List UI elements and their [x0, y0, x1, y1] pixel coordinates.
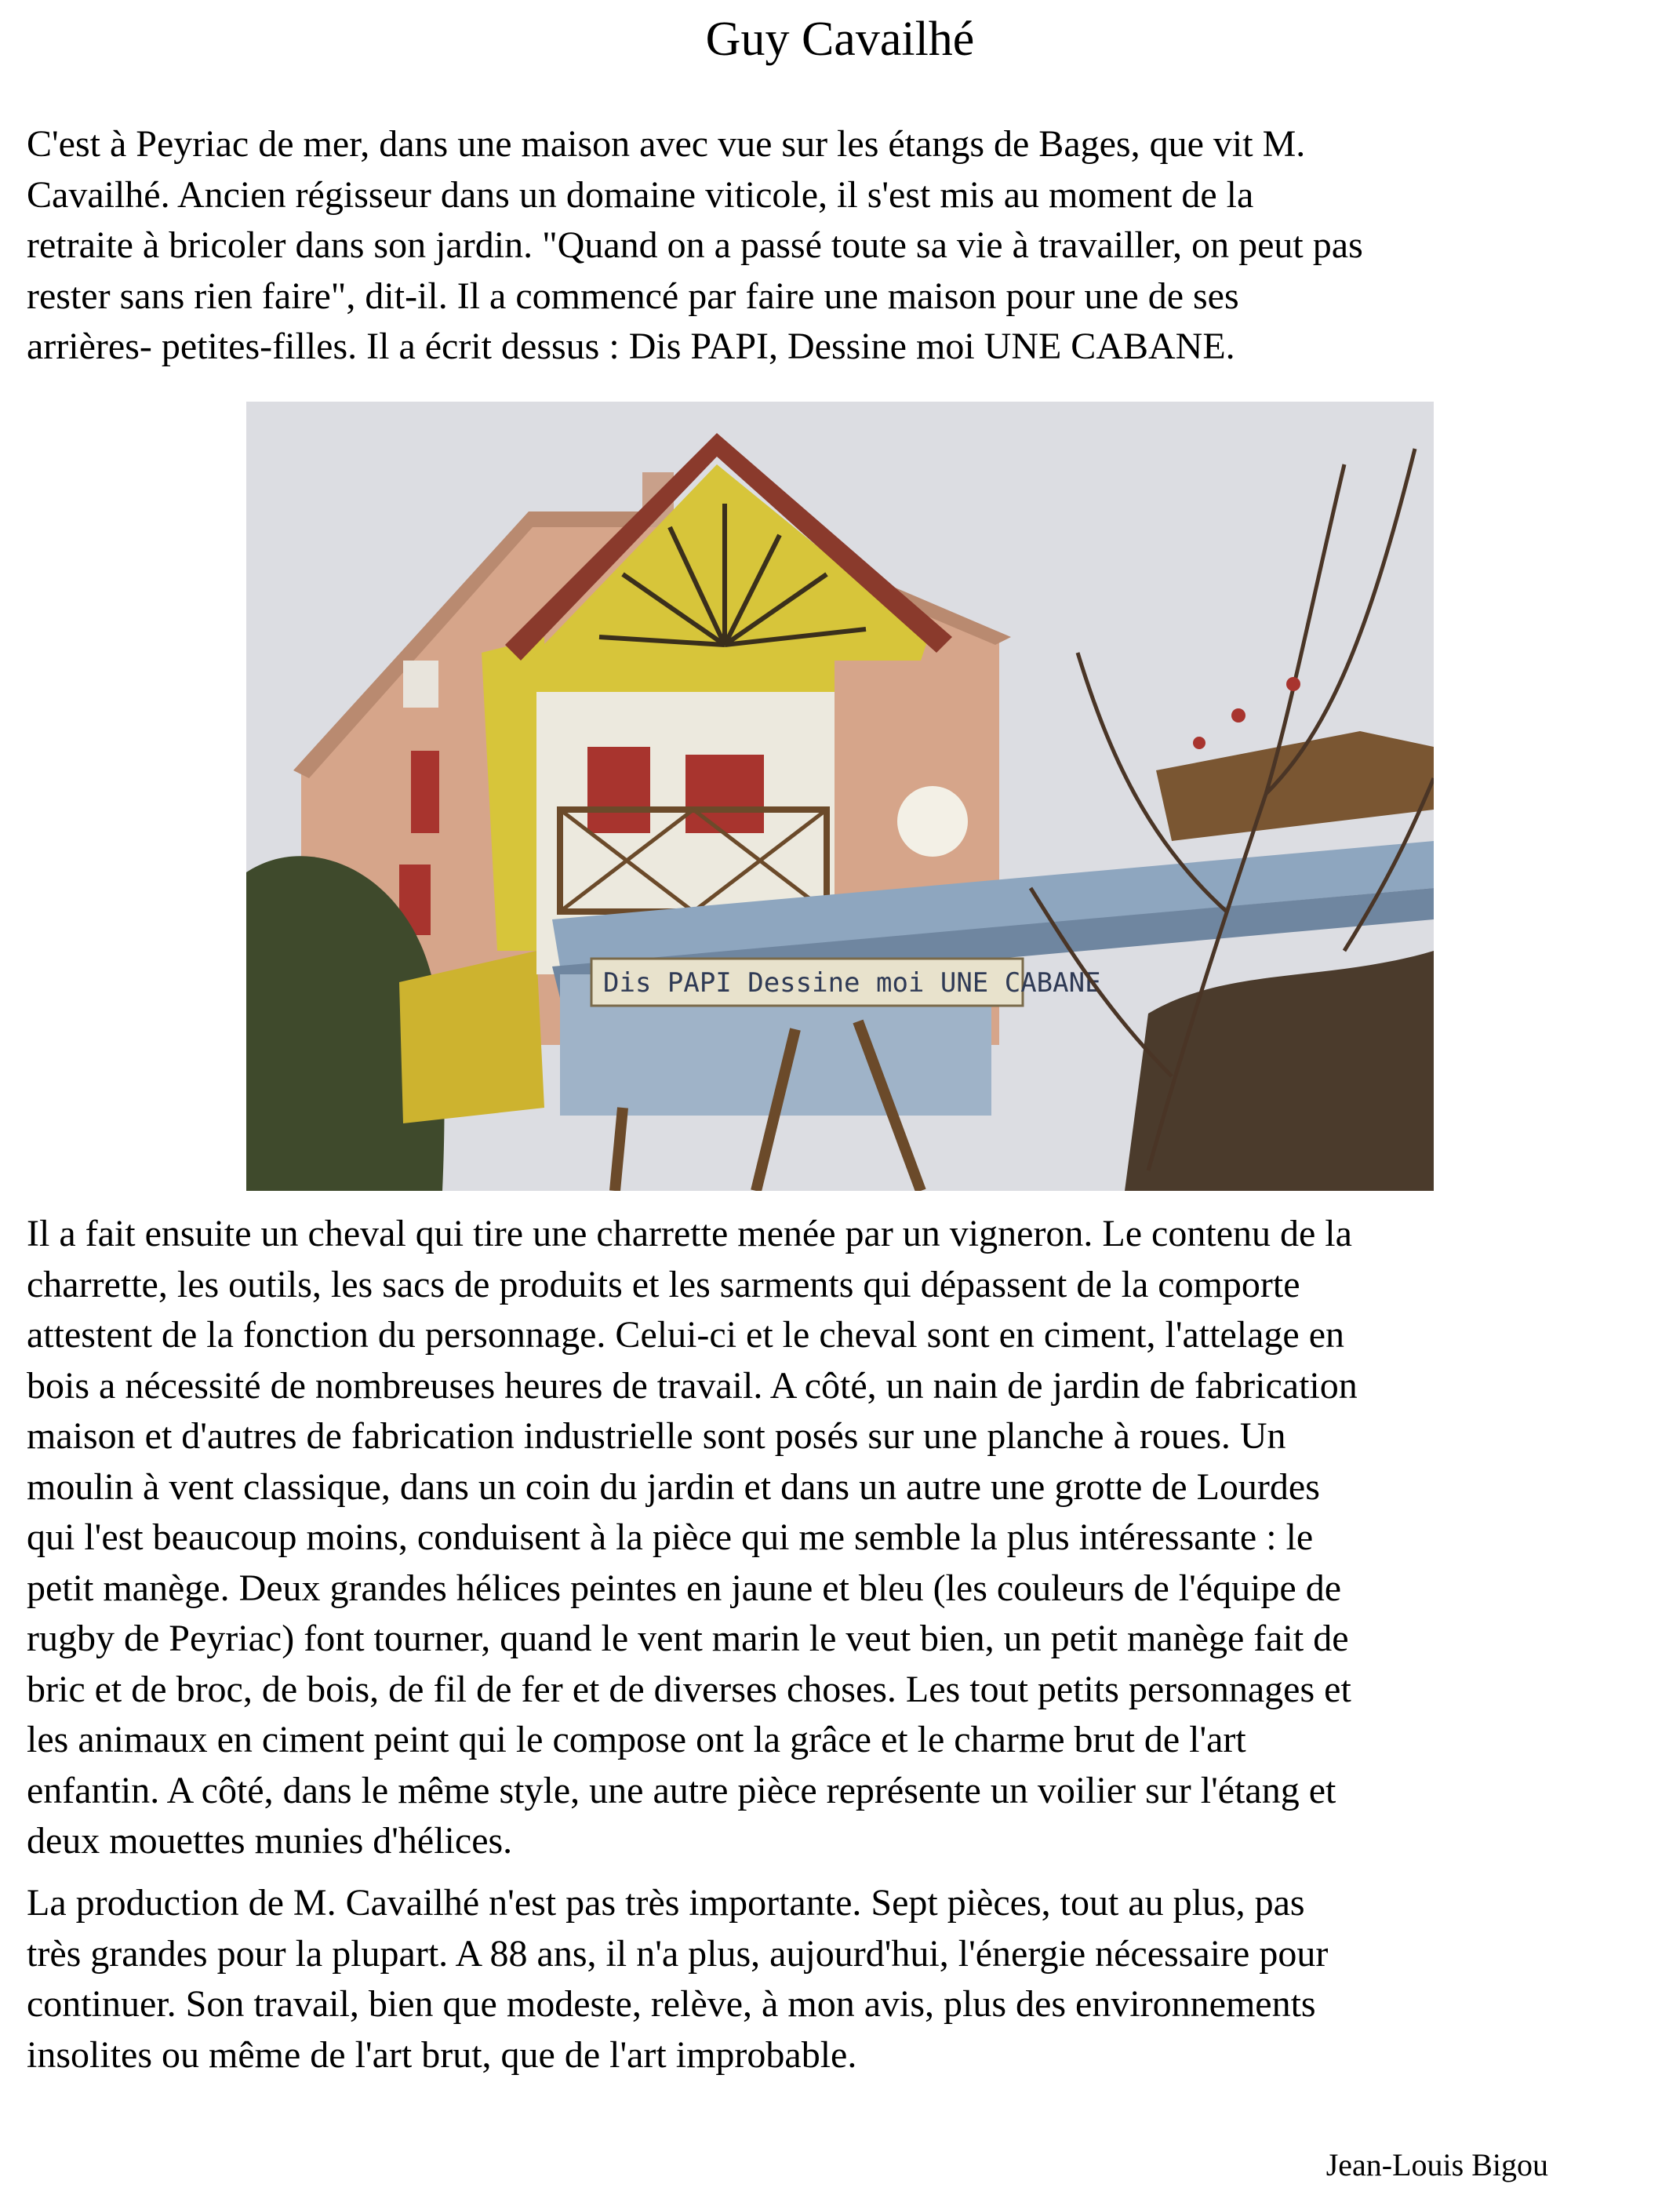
- rosehip-2: [1286, 677, 1300, 691]
- cabin-photo: [246, 402, 1434, 1191]
- paragraph-intro: C'est à Peyriac de mer, dans une maison avec vue sur les étangs de Bages, que vit M. Cavailhé. Ancien régisseur dans un domaine viticole, il s'est mis au moment de la retraite à bricoler dans son jardin. "Quand on a passé toute sa vie à travailler, on peut pas rester sans rien faire", dit-il. Il a commencé par faire une maison pour une de ses arrières- petites-filles. Il a écrit dessus : Dis PAPI, Dessine moi UNE CABANE.: [27, 123, 1363, 367]
- white-rose: [897, 786, 968, 857]
- paragraph-works: Il a fait ensuite un cheval qui tire une charrette menée par un vigneron. Le contenu de la charrette, les outils, les sacs de produits et les sarments qui dépassent de la comporte attestent de la fonction du personnage. Celui-ci et le cheval sont en ciment, l'attelage en bois a nécessité de nombreuses heures de travail. A côté, un nain de jardin de fabrication maison et d'autres de fabrication industrielle sont posés sur une planche à roues. Un moulin à vent classique, dans un coin du jardin et dans un autre une grotte de Lourdes qui l'est beaucoup moins, conduisent à la pièce qui me semble la plus intéressante : le petit manège. Deux grandes hélices peintes en jaune et bleu (les couleurs de l'équipe de rugby de Peyriac) font tourner, quand le vent marin le veut bien, un petit manège fait de bric et de broc, de bois, de fil de fer et de diverses choses. Les tout petits personnages et les animaux en ciment peint qui le compose ont la grâce et le charme brut de l'art enfantin. A côté, dans le même style, une autre pièce représente un voilier sur l'étang et deux mouettes munies d'hélices.: [27, 1213, 1358, 1862]
- cabin-photo-drawing: [246, 402, 1434, 1191]
- cabin-shutter-right: [685, 755, 764, 833]
- page-title: Guy Cavailhé: [705, 13, 975, 66]
- cabin-shutter-left: [587, 747, 650, 833]
- house-window-small: [403, 661, 438, 708]
- rosehip-1: [1231, 708, 1245, 723]
- cabin-sign-text: Dis PAPI Dessine moi UNE CABANE: [603, 967, 1101, 999]
- author-signature: Jean-Louis Bigou: [1325, 2147, 1548, 2182]
- cabin-front-band: [536, 661, 835, 692]
- rosehip-3: [1193, 737, 1205, 749]
- paragraph-conclusion: La production de M. Cavailhé n'est pas très importante. Sept pièces, tout au plus, pas très grandes pour la plupart. A 88 ans, il n'a plus, aujourd'hui, l'énergie nécessaire pour continuer. Son travail, bien que modeste, relève, à mon avis, plus des environnements insolites ou même de l'art brut, que de l'art improbable.: [27, 1882, 1329, 2076]
- house-window-left: [411, 751, 439, 833]
